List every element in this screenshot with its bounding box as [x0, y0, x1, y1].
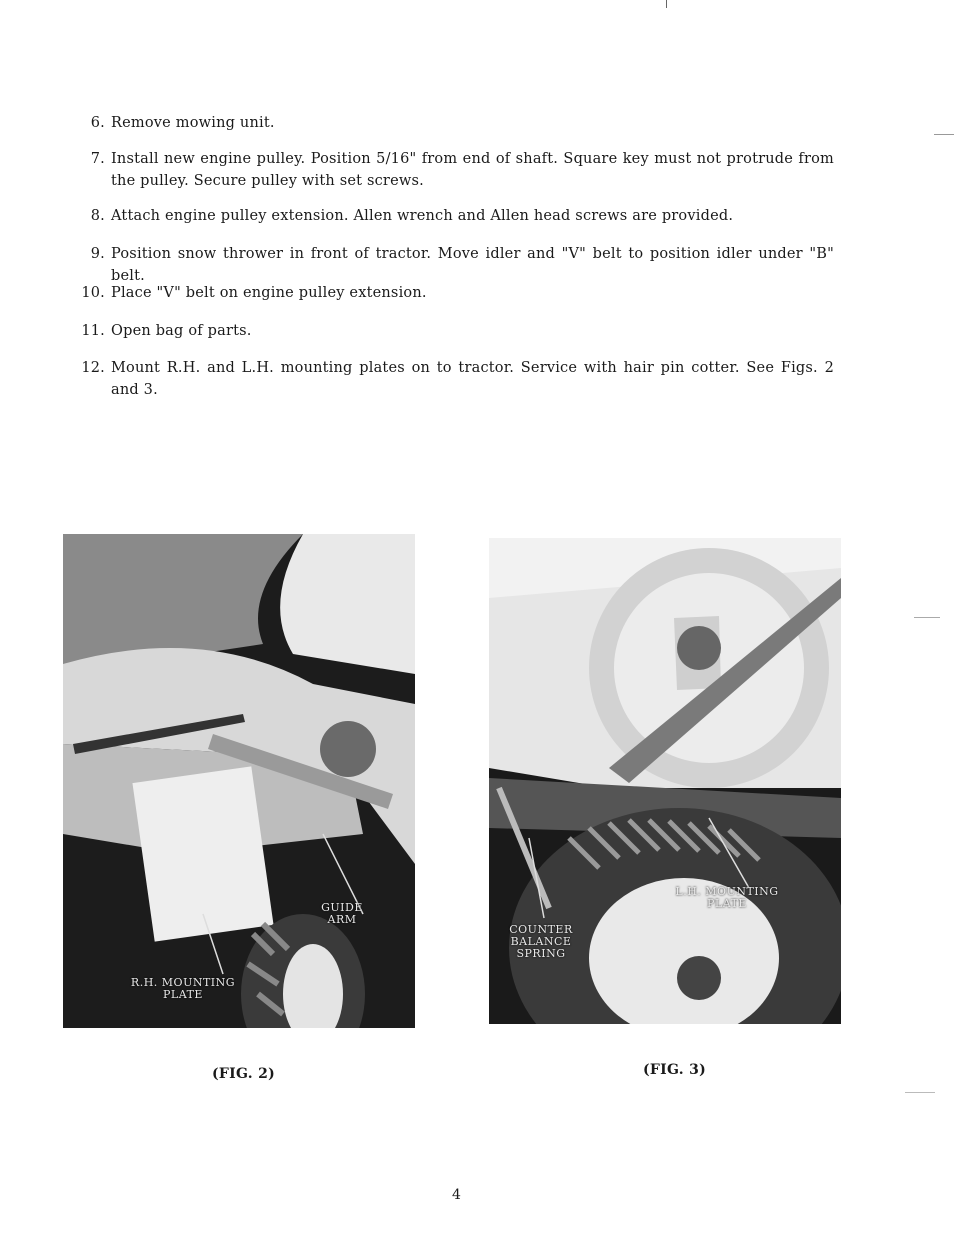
- step-number: 7.: [90, 151, 105, 167]
- counter-balance-spring-label: COUNTER BALANCE SPRING: [509, 923, 573, 960]
- step-text: Place "V" belt on engine pulley extension.: [111, 285, 427, 301]
- step-number: 10.: [81, 285, 105, 301]
- step-number: 11.: [81, 323, 105, 339]
- scan-mark: [666, 0, 667, 8]
- step-item: [74, 282, 834, 304]
- step-number: 12.: [81, 360, 105, 376]
- step-item: [74, 243, 834, 287]
- figure-2-caption: (FIG. 2): [212, 1066, 276, 1082]
- rh-mounting-plate-label: R.H. MOUNTING PLATE: [130, 976, 236, 1001]
- step-text: Open bag of parts.: [111, 323, 252, 339]
- step-item: [74, 112, 834, 134]
- step-text: Remove mowing unit.: [111, 115, 275, 131]
- guide-arm-label: GUIDE ARM: [321, 901, 363, 926]
- step-text: Attach engine pulley extension. Allen wrench and Allen head screws are provided.: [111, 208, 734, 224]
- step-item: [74, 205, 834, 227]
- scan-mark: [914, 617, 940, 618]
- step-number: 9.: [90, 246, 105, 262]
- figure-2-photo: [63, 534, 415, 1028]
- figure-3-caption: (FIG. 3): [643, 1062, 707, 1078]
- step-text: Install new engine pulley. Position 5/16" from end of shaft. Square key must not protrude from the pulley. Secure pulley with set screws.: [111, 151, 834, 189]
- figure-2-illustration: [63, 534, 415, 1028]
- page-number: 4: [452, 1187, 461, 1203]
- figure-3-photo: [489, 538, 841, 1024]
- step-item: [74, 148, 834, 192]
- scan-mark: [934, 134, 954, 135]
- step-text: Mount R.H. and L.H. mounting plates on to tractor. Service with hair pin cotter. See Figs. 2 and 3.: [111, 360, 834, 398]
- scan-mark: [905, 1092, 935, 1093]
- step-text: Position snow thrower in front of tractor. Move idler and "V" belt to position idler under "B" belt.: [111, 246, 834, 284]
- step-item: [74, 320, 834, 342]
- lh-mounting-plate-label: L.H. MOUNTING PLATE: [675, 885, 779, 910]
- step-number: 6.: [90, 115, 105, 131]
- step-number: 8.: [90, 208, 105, 224]
- step-item: [74, 357, 834, 401]
